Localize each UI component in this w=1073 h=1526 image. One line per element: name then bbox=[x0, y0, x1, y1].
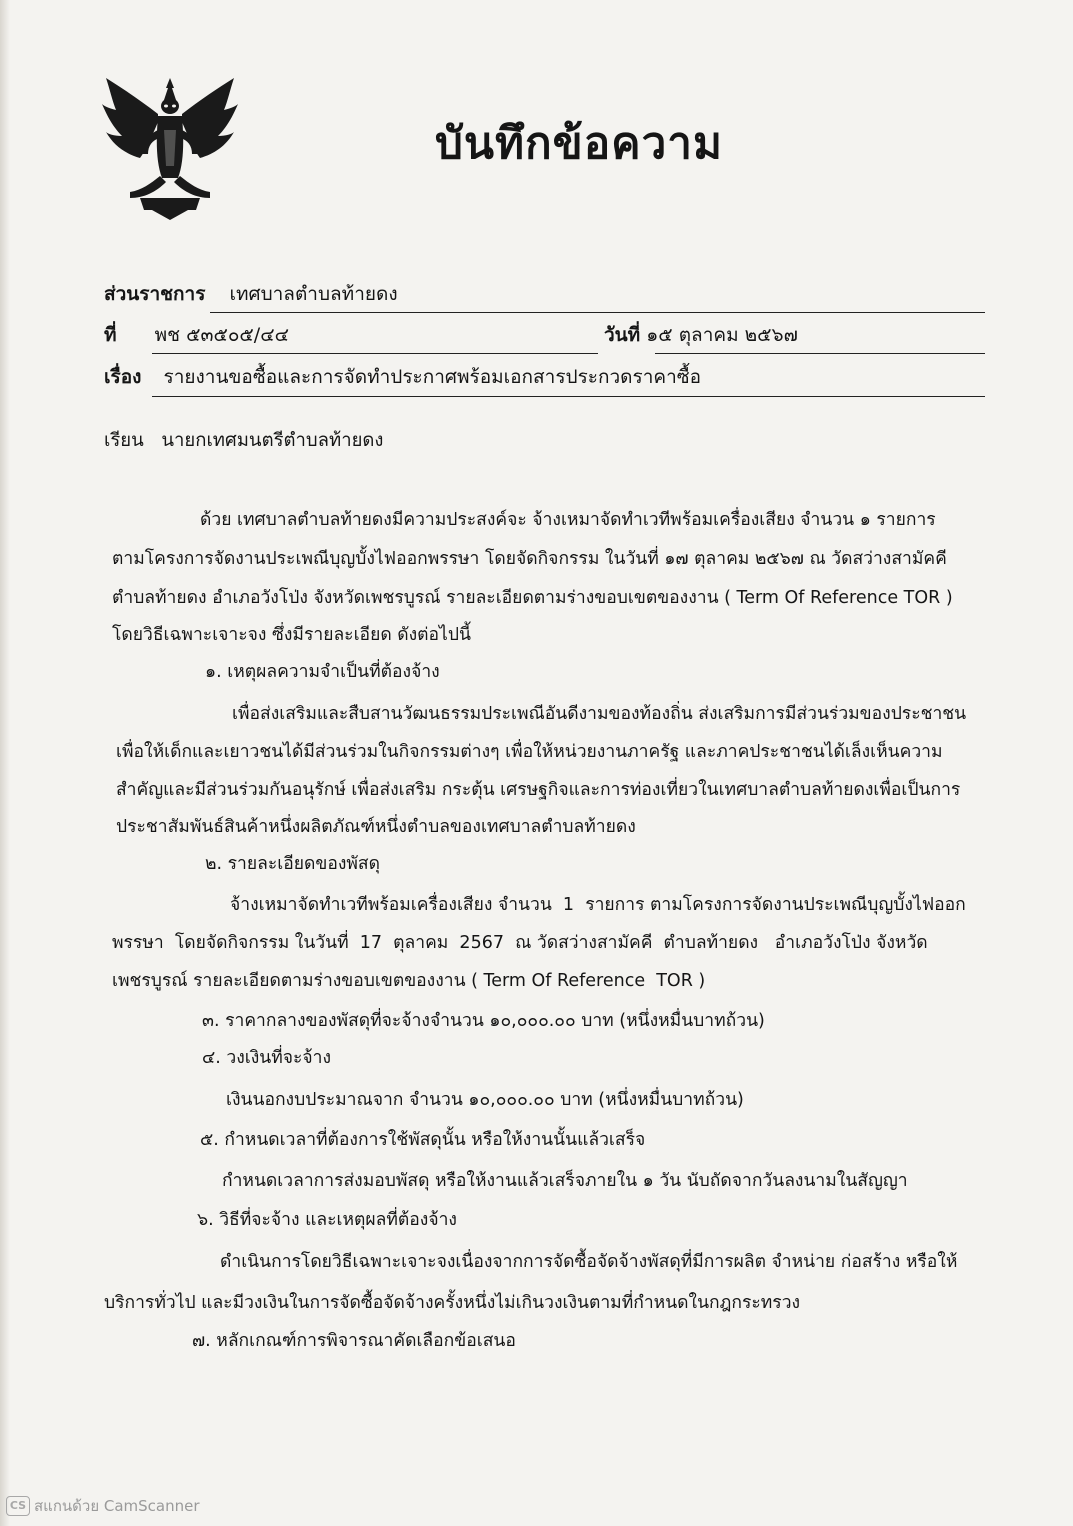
date-underline bbox=[655, 353, 985, 354]
reference-value: พช ๕๓๕๐๕/๔๔ bbox=[154, 324, 289, 346]
section-2-heading: ๒. รายละเอียดของพัสดุ bbox=[205, 854, 380, 874]
department-row bbox=[104, 279, 398, 309]
section-3-heading: ๓. ราคากลางของพัสดุที่จะจ้างจำนวน ๑๐,๐๐๐.๐๐ บาท (หนึ่งหมื่นบาทถ้วน) bbox=[202, 1011, 765, 1031]
section-5-text: กำหนดเวลาการส่งมอบพัสดุ หรือให้งานแล้วเสร็จภายใน ๑ วัน นับถัดจากวันลงนามในสัญญา bbox=[222, 1171, 908, 1191]
memo-title: บันทึกข้อความ bbox=[435, 118, 724, 169]
reference-row bbox=[104, 320, 289, 350]
section-5-heading: ๕. กำหนดเวลาที่ต้องการใช้พัสดุนั้น หรือให้งานนั้นแล้วเสร็จ bbox=[200, 1130, 646, 1150]
scan-edge-shadow bbox=[0, 0, 10, 1526]
subject-label: เรื่อง bbox=[104, 366, 142, 388]
section-1-heading: ๑. เหตุผลความจำเป็นที่ต้องจ้าง bbox=[205, 662, 440, 682]
intro-line-4: โดยวิธีเฉพาะเจาะจง ซึ่งมีรายละเอียด ดังต่อไปนี้ bbox=[112, 625, 471, 645]
subject-value: รายงานขอซื้อและการจัดทำประกาศพร้อมเอกสารประกวดราคาซื้อ bbox=[163, 366, 702, 388]
intro-line-2: ตามโครงการจัดงานประเพณีบุญบั้งไฟออกพรรษา โดยจัดกิจกรรม ในวันที่ ๑๗ ตุลาคม ๒๕๖๗ ณ วัดสว่างสามัคคี bbox=[112, 549, 947, 569]
section-2-line-1: จ้างเหมาจัดทำเวทีพร้อมเครื่องเสียง จำนวน 1 รายการ ตามโครงการจัดงานประเพณีบุญบั้งไฟออก bbox=[230, 895, 966, 915]
section-2-line-2: พรรษา โดยจัดกิจกรรม ในวันที่ 17 ตุลาคม 2567 ณ วัดสว่างสามัคคี ตำบลท้ายดง อำเภอวังโป่ง จังหวัด bbox=[112, 933, 928, 953]
department-underline bbox=[210, 312, 985, 313]
camscanner-watermark bbox=[6, 1494, 200, 1518]
subject-row bbox=[104, 362, 701, 392]
camscanner-logo-icon: CS bbox=[6, 1496, 30, 1516]
reference-label: ที่ bbox=[104, 324, 117, 346]
date-label: วันที่ bbox=[604, 324, 641, 346]
section-4-text: เงินนอกงบประมาณจาก จำนวน ๑๐,๐๐๐.๐๐ บาท (หนึ่งหมื่นบาทถ้วน) bbox=[226, 1090, 744, 1110]
section-6-line-1: ดำเนินการโดยวิธีเฉพาะเจาะจงเนื่องจากการจัดซื้อจัดจ้างพัสดุที่มีการผลิต จำหน่าย ก่อสร้าง หรือให้ bbox=[220, 1252, 958, 1272]
reference-underline bbox=[152, 353, 598, 354]
intro-line-1: ด้วย เทศบาลตำบลท้ายดงมีความประสงค์จะ จ้างเหมาจัดทำเวทีพร้อมเครื่องเสียง จำนวน ๑ รายการ bbox=[200, 510, 936, 530]
section-1-line-1: เพื่อส่งเสริมและสืบสานวัฒนธรรมประเพณีอันดีงามของท้องถิ่น ส่งเสริมการมีส่วนร่วมของประชาชน bbox=[232, 704, 967, 724]
section-7-heading: ๗. หลักเกณฑ์การพิจารณาคัดเลือกข้อเสนอ bbox=[192, 1331, 516, 1351]
section-4-heading: ๔. วงเงินที่จะจ้าง bbox=[202, 1048, 332, 1068]
section-6-heading: ๖. วิธีที่จะจ้าง และเหตุผลที่ต้องจ้าง bbox=[197, 1210, 457, 1230]
section-6-line-2: บริการทั่วไป และมีวงเงินในการจัดซื้อจัดจ้างครั้งหนึ่งไม่เกินวงเงินตามที่กำหนดในกฎกระทรวง bbox=[104, 1293, 801, 1313]
salutation: เรียน นายกเทศมนตรีตำบลท้ายดง bbox=[104, 430, 384, 451]
garuda-emblem-icon bbox=[100, 70, 240, 220]
date-row bbox=[604, 320, 798, 350]
date-value: ๑๕ ตุลาคม ๒๕๖๗ bbox=[646, 324, 798, 346]
section-2-line-3: เพชรบูรณ์ รายละเอียดตามร่างขอบเขตของงาน ( Term Of Reference TOR ) bbox=[112, 971, 706, 991]
department-label: ส่วนราชการ bbox=[104, 283, 206, 305]
subject-underline bbox=[152, 396, 985, 397]
department-value: เทศบาลตำบลท้ายดง bbox=[229, 283, 398, 305]
intro-line-3: ตำบลท้ายดง อำเภอวังโป่ง จังหวัดเพชรบูรณ์ รายละเอียดตามร่างขอบเขตของงาน ( Term Of Reference TOR ) bbox=[112, 588, 953, 608]
section-1-line-4: ประชาสัมพันธ์สินค้าหนึ่งผลิตภัณฑ์หนึ่งตำบลของเทศบาลตำบลท้ายดง bbox=[116, 817, 636, 837]
section-1-line-2: เพื่อให้เด็กและเยาวชนได้มีส่วนร่วมในกิจกรรมต่างๆ เพื่อให้หน่วยงานภาครัฐ และภาคประชาชนได้เล็งเห็นความ bbox=[116, 742, 943, 762]
camscanner-text: สแกนด้วย CamScanner bbox=[34, 1497, 200, 1515]
section-1-line-3: สำคัญและมีส่วนร่วมกันอนุรักษ์ เพื่อส่งเสริม กระตุ้น เศรษฐกิจและการท่องเที่ยวในเทศบาลตำบลท้ายดงเพื่อเป็นการ bbox=[116, 780, 961, 800]
